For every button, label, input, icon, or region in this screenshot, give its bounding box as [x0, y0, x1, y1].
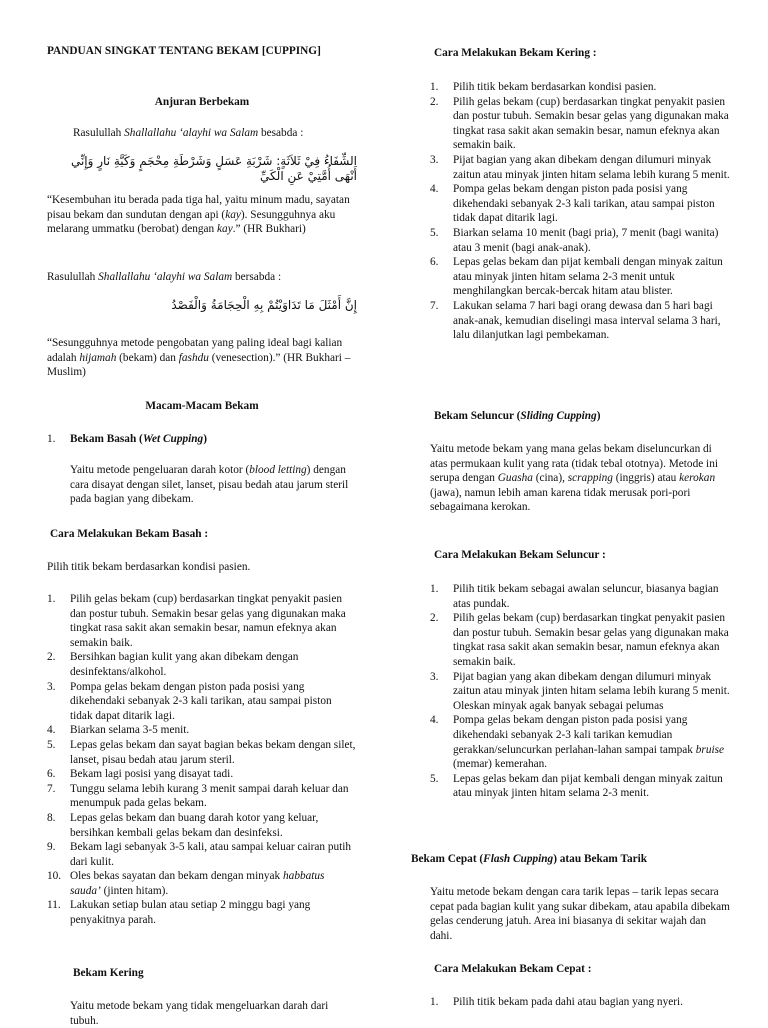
list-number: 2.: [430, 612, 439, 625]
list-item: [47, 680, 357, 724]
quote-text: .” (HR Bukhari): [232, 223, 306, 236]
term-scrapping: scrapping: [567, 472, 613, 485]
hadith-intro-text: Rasulullah: [47, 271, 99, 283]
arabic-hadith-2: إِنَّ أَمْثَلَ مَا تَدَاوَيْتُمْ بِهِ الْحِجَامَةُ وَالْفَصْدُ: [171, 298, 357, 312]
list-text: Bekam lagi posisi yang disayat tadi.: [70, 768, 234, 781]
hadith-intro-2: [47, 270, 357, 285]
list-text: Pilih gelas bekam (cup) berdasarkan tingkat penyakit pasien dan postur tubuh. Semakin besar gelas yang digunakan maka tingkat rasa sakit akan semakin besar, namun efeknya akan semakin baik.: [453, 95, 729, 152]
bekam-basah-definition: [47, 463, 357, 507]
hadith-quote-2: [47, 336, 357, 380]
anjuran-heading: Anjuran Berbekam: [154, 96, 250, 108]
list-number: 1.: [430, 81, 439, 93]
list-text: Pilih gelas bekam (cup) berdasarkan tingkat penyakit pasien dan postur tubuh. Semakin besar gelas yang digunakan maka tingkat rasa sakit akan semakin besar, namun efeknya akan semakin baik.: [453, 612, 729, 668]
list-text: Lakukan selama 7 hari bagi orang dewasa dan 5 hari bagi anak-anak, kemudian diselingi masa interval selama 3 hari, lalu dilanjutkan lagi pembekaman.: [453, 299, 721, 342]
list-text: Pijat bagian yang akan dibekam dengan dilumuri minyak zaitun atau minyak jinten hitam selama lebih kurang 5 menit. Oleskan minyak agak banyak sebagai pelumas: [453, 670, 730, 712]
bekam-kering-heading: Bekam Kering: [73, 967, 144, 979]
list-text: Pijat bagian yang akan dibekam dengan dilumuri minyak zaitun atau minyak jinten hitam selama lebih kurang 5 menit.: [453, 153, 730, 181]
list-number: 11.: [47, 899, 61, 912]
list-text: Biarkan selama 3-5 menit.: [70, 724, 190, 737]
definition-text: Yaitu metode pengeluaran darah kotor (: [70, 464, 250, 476]
english-term: Flash Cupping: [483, 853, 554, 865]
list-item: [430, 611, 730, 669]
list-text: Lepas gelas bekam dan sayat bagian bekas bekam dengan silet, lanset, pisau bedah atau jarum steril.: [70, 738, 356, 766]
bekam-kering-steps: [430, 80, 730, 343]
english-term: Sliding Cupping: [520, 410, 597, 422]
list-item: [430, 772, 730, 801]
list-number: 6.: [47, 768, 56, 781]
bekam-seluncur-heading: [430, 409, 730, 424]
term-hijamah: hijamah: [79, 351, 117, 364]
list-number: 6.: [430, 256, 439, 269]
list-text: Pilih titik bekam sebagai awalan seluncur, biasanya bagian atas pundak.: [453, 583, 719, 610]
list-item: [47, 811, 357, 840]
list-number: 5.: [47, 738, 56, 751]
hadith-intro-1: [47, 126, 357, 141]
definition-text: (cina),: [532, 472, 568, 485]
quote-text: (bekam) dan: [116, 351, 179, 364]
list-text: Bekam lagi sebanyak 3-5 kali, atau sampai keluar cairan putih dari kulit.: [70, 841, 352, 868]
bekam-kering-definition: Yaitu metode bekam yang tidak mengeluarkan darah dari tubuh.: [70, 1000, 329, 1027]
hadith-intro-text: bersabda :: [232, 271, 282, 283]
list-item: [47, 650, 357, 679]
list-number: 5.: [430, 226, 439, 239]
english-term: blood letting: [249, 464, 307, 476]
list-item: [47, 767, 357, 782]
list-number: 1.: [430, 996, 439, 1008]
heading-text: ): [203, 433, 207, 445]
macam-heading: Macam-Macam Bekam: [145, 400, 259, 412]
list-text: Lepas gelas bekam dan pijat kembali dengan minyak zaitun atau minyak jinten hitam selama 2-3 menit.: [453, 772, 723, 800]
list-number: 7.: [430, 299, 439, 312]
list-item: [47, 840, 357, 869]
list-text: Pompa gelas bekam dengan piston pada posisi yang dikehendaki sebanyak 2-3 kali tarikan, atau sampai piston tidak dapat ditarik lagi.: [453, 183, 715, 225]
term-fashdu: fashdu: [178, 351, 209, 364]
list-item: [430, 153, 730, 182]
list-number: 1.: [47, 593, 56, 605]
list-item: [430, 995, 730, 1010]
quote-text: “Kesembuhan itu berada pada tiga hal, yaitu minum madu, sayatan pisau bekam dan sundutan dengan api (: [47, 194, 350, 221]
list-number: 9.: [47, 841, 56, 854]
arabic-hadith-1: الشِّفَاءُ فِيْ ثَلاَثَةٍ: شَرْبَةِ عَسَلٍ وَشَرْطَةِ مِحْجَمٍ وَكَيَّةِ نَارٍ وَإِنِّي أَنْهَى أُمَّتِيْ عَنِ الْكَيِّ: [70, 154, 357, 183]
term-habbatus-sauda: habbatus sauda’: [70, 870, 325, 897]
list-text: Oles bekas sayatan dan bekam dengan minyak: [70, 870, 284, 883]
list-number: 4.: [430, 183, 439, 196]
list-item: [47, 738, 357, 767]
list-number: 7.: [47, 782, 56, 795]
list-item: [47, 592, 357, 650]
list-number: 3.: [430, 670, 439, 683]
bekam-seluncur-definition: [430, 442, 730, 515]
honorific: Shallallahu ‘alayhi wa Salam: [98, 271, 233, 283]
term-kay: kay: [225, 208, 241, 221]
list-text: Pilih gelas bekam (cup) berdasarkan tingkat penyakit pasien dan postur tubuh. Semakin besar gelas yang digunakan maka tingkat rasa sakit akan semakin besar, namun efeknya akan semakin baik.: [70, 593, 346, 649]
list-item: [47, 898, 357, 927]
document-title: PANDUAN SINGKAT TENTANG BEKAM [CUPPING]: [47, 45, 321, 57]
honorific: Shallallahu ‘alayhi wa Salam: [124, 127, 259, 139]
list-item: [430, 182, 730, 226]
hadith-intro-text: Rasulullah: [73, 127, 125, 139]
list-item: [430, 713, 730, 771]
list-number: 1.: [430, 583, 439, 595]
bekam-basah-heading: [47, 432, 357, 447]
term-guasha: Guasha: [497, 472, 533, 485]
term-bruise: bruise: [695, 743, 725, 756]
list-number: 1.: [47, 433, 56, 445]
bekam-cepat-heading: [411, 852, 749, 867]
bekam-basah-steps: [47, 592, 357, 928]
list-number: 2.: [47, 651, 56, 664]
bekam-cepat-steps: [430, 995, 730, 1010]
list-number: 10.: [47, 870, 62, 883]
list-item: [430, 255, 730, 299]
list-item: [430, 299, 730, 343]
list-text: Lepas gelas bekam dan buang darah kotor yang keluar, bersihkan kembali gelas bekam dan desinfeksi.: [70, 811, 319, 839]
hadith-intro-text: besabda :: [258, 127, 304, 139]
list-number: 4.: [430, 714, 439, 727]
cara-basah-intro: Pilih titik bekam berdasarkan kondisi pasien.: [47, 561, 251, 573]
definition-text: ) dengan cara disayat dengan silet, lanset, pisau bedah atau jarum steril pada bagian yang dibekam.: [70, 464, 349, 506]
quote-text: ). Sesungguhnya aku melarang ummatku (berobat) dengan: [47, 208, 336, 236]
list-item: [47, 782, 357, 811]
list-number: 5.: [430, 772, 439, 785]
list-item: [430, 95, 730, 153]
english-term: Wet Cupping: [142, 433, 204, 445]
heading-text: ): [596, 410, 601, 422]
list-item: [430, 226, 730, 255]
list-item: [47, 723, 357, 738]
list-number: 3.: [430, 153, 439, 166]
list-item: [430, 582, 730, 611]
heading-text: Bekam Cepat (: [411, 853, 484, 865]
list-number: 3.: [47, 680, 56, 693]
hadith-quote-1: [47, 193, 357, 237]
cara-seluncur-heading: Cara Melakukan Bekam Seluncur :: [434, 549, 606, 561]
heading-text: ) atau Bekam Tarik: [553, 853, 648, 865]
list-text: Pilih titik bekam pada dahi atau bagian yang nyeri.: [453, 996, 683, 1008]
list-text: Pilih titik bekam berdasarkan kondisi pasien.: [453, 81, 657, 93]
list-text: Pompa gelas bekam dengan piston pada posisi yang dikehendaki sebanyak 2-3 kali tarikan kemudian gerakkan/seluncurkan perlahan-lahan sampai tampak: [453, 714, 696, 756]
list-item: [47, 869, 357, 898]
list-text: Bersihkan bagian kulit yang akan dibekam dengan desinfektans/alkohol.: [70, 651, 299, 678]
list-text: Biarkan selama 10 menit (bagi pria), 7 menit (bagi wanita) atau 3 menit (bagi anak-anak).: [453, 226, 719, 254]
definition-text: (jawa), namun lebih aman karena tidak merusak pori-pori sebagaimana kerokan.: [430, 486, 691, 514]
list-number: 8.: [47, 811, 56, 824]
term-kay: kay: [217, 223, 233, 236]
list-number: 2.: [430, 95, 439, 108]
list-number: 4.: [47, 724, 56, 737]
list-text: Lakukan setiap bulan atau setiap 2 minggu bagi yang penyakitnya parah.: [70, 899, 311, 927]
term-kerokan: kerokan: [679, 472, 716, 485]
definition-text: (inggris) atau: [612, 472, 680, 485]
list-text: Pompa gelas bekam dengan piston pada posisi yang dikehendaki sebanyak 2-3 kali tarikan, atau sampai piston tidak dapat ditarik lagi.: [70, 680, 332, 722]
list-item: [430, 80, 730, 95]
bekam-cepat-definition: Yaitu metode bekam dengan cara tarik lepas – tarik lepas secara cepat pada bagian kulit yang sukar dibekam, atau apabila dibekam gelas cenderung jatuh. Area ini biasanya di sekitar wajah dan dahi.: [430, 886, 730, 942]
bekam-seluncur-steps: [430, 582, 730, 801]
cara-basah-heading: Cara Melakukan Bekam Basah :: [50, 528, 209, 540]
quote-text: “Sesungguhnya metode pengobatan yang paling ideal bagi kalian adalah: [47, 337, 343, 364]
heading-text: Bekam Seluncur (: [434, 410, 521, 422]
cara-kering-heading: Cara Melakukan Bekam Kering :: [434, 47, 597, 59]
list-text: (memar) kemerahan.: [453, 758, 548, 771]
list-text: (jinten hitam).: [100, 884, 169, 897]
list-item: [430, 670, 730, 714]
cara-cepat-heading: Cara Melakukan Bekam Cepat :: [434, 963, 592, 975]
list-text: Lepas gelas bekam dan pijat kembali dengan minyak zaitun atau minyak jinten hitam selama 2-3 menit untuk menghilangkan bercak-bercak hitam atau blister.: [453, 256, 723, 298]
quote-text: (venesection).” (HR Bukhari – Muslim): [47, 351, 351, 379]
definition-text: Yaitu metode bekam yang mana gelas bekam diseluncurkan di atas permukaan kulit yang rata (tidak tebal ototnya). Metode ini serupa dengan: [430, 443, 718, 485]
heading-text: Bekam Basah (: [70, 433, 143, 445]
list-text: Tunggu selama lebih kurang 3 menit sampai darah keluar dan menumpuk pada gelas bekam.: [70, 782, 349, 810]
